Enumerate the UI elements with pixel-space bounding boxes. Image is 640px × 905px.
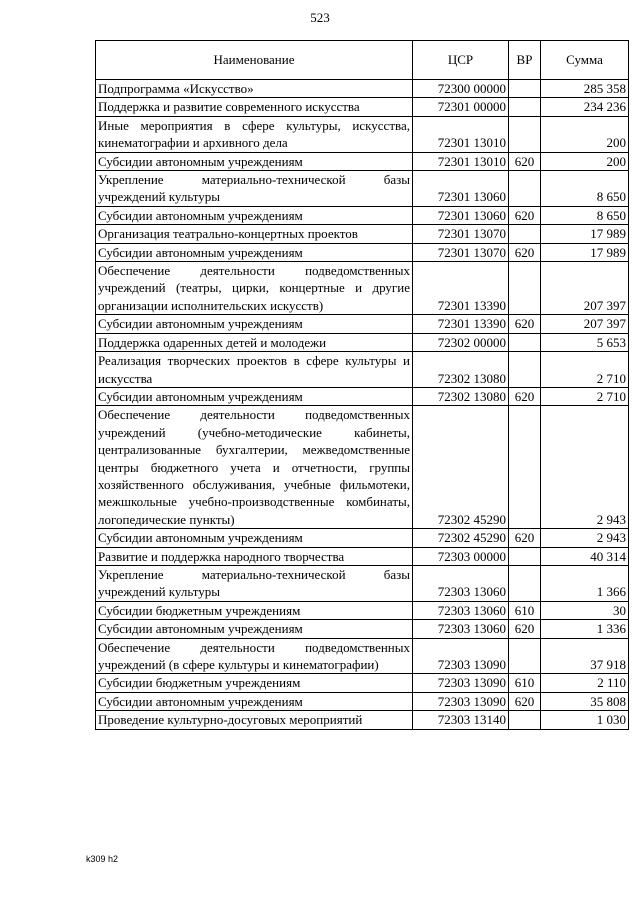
table-row bbox=[96, 152, 629, 170]
table-row bbox=[96, 352, 629, 388]
table-row bbox=[96, 171, 629, 207]
table-row bbox=[96, 638, 629, 674]
row-vr bbox=[509, 547, 541, 565]
row-name: Субсидии автономным учреждениям bbox=[96, 692, 413, 710]
document-code: k309 h2 bbox=[86, 854, 119, 864]
row-csr: 72301 13010 bbox=[413, 116, 509, 152]
row-name: Проведение культурно-досуговых мероприятий bbox=[96, 711, 413, 729]
row-name: Развитие и поддержка народного творчества bbox=[96, 547, 413, 565]
row-name: Иные мероприятия в сфере культуры, искусства, кинематографии и архивного дела bbox=[96, 116, 413, 152]
row-csr: 72302 13080 bbox=[413, 352, 509, 388]
row-csr: 72301 13390 bbox=[413, 262, 509, 315]
row-sum: 40 314 bbox=[541, 547, 629, 565]
table-row bbox=[96, 225, 629, 243]
table-row bbox=[96, 406, 629, 529]
row-csr: 72300 00000 bbox=[413, 80, 509, 98]
row-csr: 72303 13060 bbox=[413, 601, 509, 619]
row-csr: 72301 13010 bbox=[413, 152, 509, 170]
row-csr: 72303 00000 bbox=[413, 547, 509, 565]
table-row bbox=[96, 620, 629, 638]
header-csr: ЦСР bbox=[413, 41, 509, 80]
header-sum: Сумма bbox=[541, 41, 629, 80]
table-row bbox=[96, 315, 629, 333]
row-name: Субсидии автономным учреждениям bbox=[96, 243, 413, 261]
row-csr: 72303 13060 bbox=[413, 620, 509, 638]
row-sum: 234 236 bbox=[541, 98, 629, 116]
table-row bbox=[96, 262, 629, 315]
row-name: Субсидии бюджетным учреждениям bbox=[96, 674, 413, 692]
row-name: Субсидии автономным учреждениям bbox=[96, 620, 413, 638]
table-row bbox=[96, 547, 629, 565]
table-row bbox=[96, 243, 629, 261]
row-name: Субсидии бюджетным учреждениям bbox=[96, 601, 413, 619]
row-sum: 2 943 bbox=[541, 529, 629, 547]
row-vr: 620 bbox=[509, 152, 541, 170]
row-csr: 72301 13070 bbox=[413, 225, 509, 243]
row-vr bbox=[509, 333, 541, 351]
row-vr: 620 bbox=[509, 387, 541, 405]
table-row bbox=[96, 565, 629, 601]
row-name: Субсидии автономным учреждениям bbox=[96, 529, 413, 547]
row-vr bbox=[509, 80, 541, 98]
table-row bbox=[96, 387, 629, 405]
row-vr bbox=[509, 406, 541, 529]
row-name: Субсидии автономным учреждениям bbox=[96, 206, 413, 224]
row-sum: 1 030 bbox=[541, 711, 629, 729]
row-name: Подпрограмма «Искусство» bbox=[96, 80, 413, 98]
row-name: Укрепление материально-технической базы учреждений культуры bbox=[96, 565, 413, 601]
row-vr: 610 bbox=[509, 674, 541, 692]
row-name: Поддержка одаренных детей и молодежи bbox=[96, 333, 413, 351]
row-vr bbox=[509, 116, 541, 152]
row-csr: 72301 13070 bbox=[413, 243, 509, 261]
row-csr: 72301 13060 bbox=[413, 206, 509, 224]
row-name: Реализация творческих проектов в сфере культуры и искусства bbox=[96, 352, 413, 388]
row-name: Субсидии автономным учреждениям bbox=[96, 315, 413, 333]
table-row bbox=[96, 711, 629, 729]
row-sum: 35 808 bbox=[541, 692, 629, 710]
header-name: Наименование bbox=[96, 41, 413, 80]
row-sum: 8 650 bbox=[541, 206, 629, 224]
table-row bbox=[96, 333, 629, 351]
row-name: Организация театрально-концертных проектов bbox=[96, 225, 413, 243]
row-csr: 72302 45290 bbox=[413, 406, 509, 529]
row-vr: 620 bbox=[509, 315, 541, 333]
row-sum: 2 710 bbox=[541, 387, 629, 405]
table-row bbox=[96, 601, 629, 619]
row-sum: 200 bbox=[541, 116, 629, 152]
row-sum: 285 358 bbox=[541, 80, 629, 98]
row-vr bbox=[509, 225, 541, 243]
row-sum: 207 397 bbox=[541, 262, 629, 315]
row-vr bbox=[509, 98, 541, 116]
row-vr bbox=[509, 565, 541, 601]
row-vr: 620 bbox=[509, 243, 541, 261]
row-sum: 207 397 bbox=[541, 315, 629, 333]
row-sum: 2 110 bbox=[541, 674, 629, 692]
row-name: Субсидии автономным учреждениям bbox=[96, 387, 413, 405]
table-row bbox=[96, 692, 629, 710]
table-row bbox=[96, 674, 629, 692]
row-sum: 8 650 bbox=[541, 171, 629, 207]
row-csr: 72302 00000 bbox=[413, 333, 509, 351]
table-header-row bbox=[96, 41, 629, 80]
header-vr: ВР bbox=[509, 41, 541, 80]
row-vr: 620 bbox=[509, 206, 541, 224]
row-sum: 1 366 bbox=[541, 565, 629, 601]
row-name: Обеспечение деятельности подведомственных учреждений (театры, цирки, концертные и другие организации исполнительских искусств) bbox=[96, 262, 413, 315]
page-number: 523 bbox=[310, 10, 330, 25]
budget-table bbox=[95, 40, 629, 730]
row-vr: 610 bbox=[509, 601, 541, 619]
table-row bbox=[96, 98, 629, 116]
row-sum: 30 bbox=[541, 601, 629, 619]
row-name: Укрепление материально-технической базы учреждений культуры bbox=[96, 171, 413, 207]
row-sum: 2 943 bbox=[541, 406, 629, 529]
row-vr bbox=[509, 262, 541, 315]
row-vr bbox=[509, 711, 541, 729]
row-sum: 17 989 bbox=[541, 225, 629, 243]
row-vr: 620 bbox=[509, 692, 541, 710]
table-row bbox=[96, 206, 629, 224]
row-csr: 72302 45290 bbox=[413, 529, 509, 547]
row-vr: 620 bbox=[509, 620, 541, 638]
row-csr: 72303 13090 bbox=[413, 674, 509, 692]
row-vr: 620 bbox=[509, 529, 541, 547]
row-name: Обеспечение деятельности подведомственных учреждений (в сфере культуры и кинематографии) bbox=[96, 638, 413, 674]
table-row bbox=[96, 116, 629, 152]
row-sum: 200 bbox=[541, 152, 629, 170]
row-vr bbox=[509, 352, 541, 388]
row-sum: 2 710 bbox=[541, 352, 629, 388]
row-sum: 37 918 bbox=[541, 638, 629, 674]
row-sum: 1 336 bbox=[541, 620, 629, 638]
row-csr: 72302 13080 bbox=[413, 387, 509, 405]
row-csr: 72303 13090 bbox=[413, 638, 509, 674]
row-csr: 72303 13140 bbox=[413, 711, 509, 729]
row-csr: 72303 13060 bbox=[413, 565, 509, 601]
table-row bbox=[96, 529, 629, 547]
row-csr: 72303 13090 bbox=[413, 692, 509, 710]
row-csr: 72301 00000 bbox=[413, 98, 509, 116]
row-vr bbox=[509, 638, 541, 674]
table-row bbox=[96, 80, 629, 98]
row-csr: 72301 13390 bbox=[413, 315, 509, 333]
row-sum: 5 653 bbox=[541, 333, 629, 351]
row-name: Субсидии автономным учреждениям bbox=[96, 152, 413, 170]
row-name: Поддержка и развитие современного искусства bbox=[96, 98, 413, 116]
row-csr: 72301 13060 bbox=[413, 171, 509, 207]
row-name: Обеспечение деятельности подведомственных учреждений (учебно-методические кабинеты, централизованные бухгалтерии, межведомственные центры бюджетного учета и отчетности, группы хозяйственного обслуживания, учебные фильмотеки, межшкольные учебно-производственные комбинаты, логопедические пункты) bbox=[96, 406, 413, 529]
row-sum: 17 989 bbox=[541, 243, 629, 261]
row-vr bbox=[509, 171, 541, 207]
